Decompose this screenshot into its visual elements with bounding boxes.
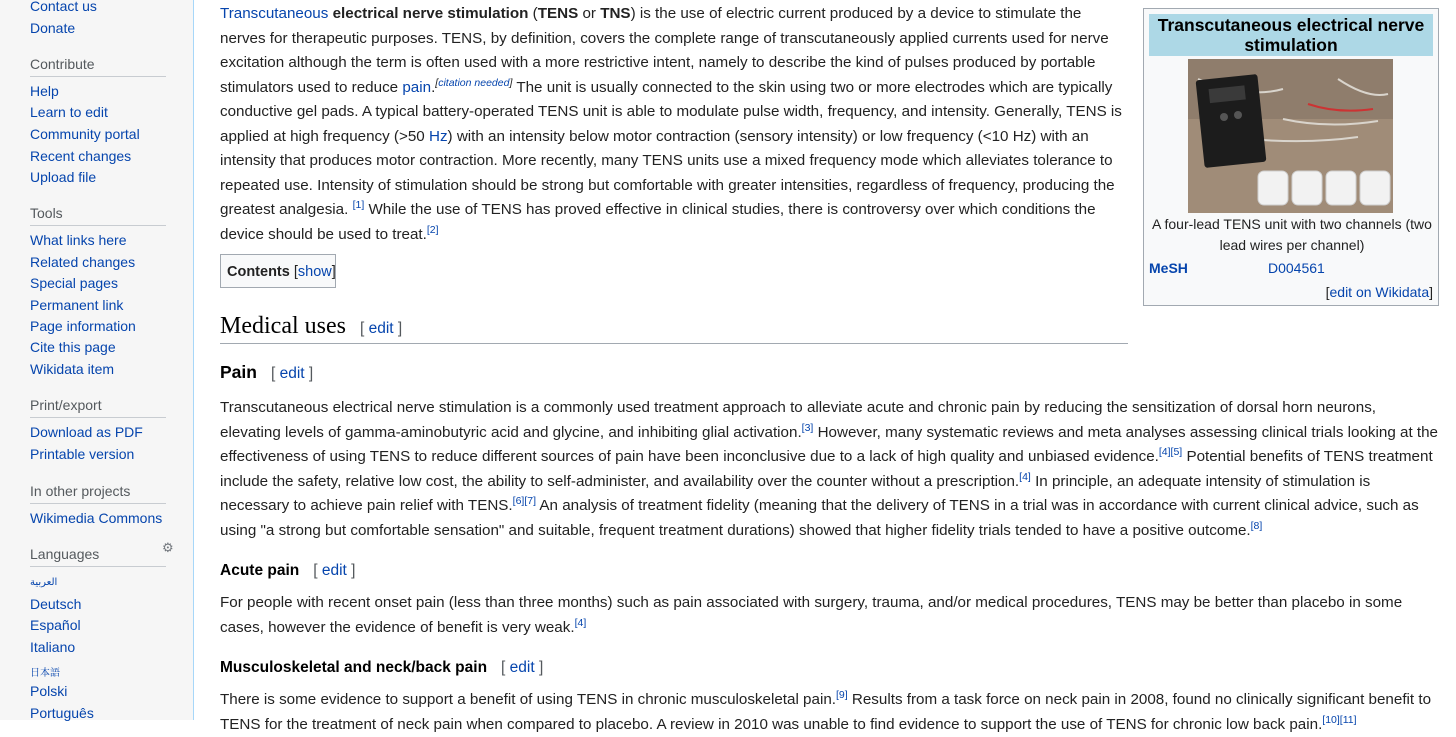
intro-text: or [578, 5, 601, 22]
heading-divider [220, 343, 1128, 344]
sidebar-divider [30, 225, 166, 226]
sidebar-heading-other-projects: In other projects [30, 483, 131, 499]
reference-link[interactable]: [4] [574, 616, 587, 629]
reference-link[interactable]: [6][7] [512, 495, 537, 507]
sidebar-link-help[interactable]: Help [30, 83, 59, 99]
sidebar-link-what-links-here[interactable]: What links here [30, 232, 127, 248]
sidebar-heading-print-export: Print/export [30, 397, 102, 413]
intro-text: ( [528, 5, 538, 22]
intro-text: ) with an intensity below motor contraction (sensory intensity) or low frequency (<10 Hz) with an intensity that produces motor contraction. More recently, many TENS units use a mixed frequency mode which alleviates tolerance to repeated use. Intensity of stimulation should be strong but comfortable with greater intensities, regardless of frequency, producing the greatest analgesia. [220, 127, 1115, 218]
reference-link[interactable]: [3] [801, 421, 814, 434]
language-link-italiano[interactable]: Italiano [30, 639, 76, 655]
reference-link[interactable]: [1] [352, 199, 365, 211]
infobox-mesh-label[interactable]: MeSH [1149, 260, 1188, 276]
sidebar-divider [30, 76, 166, 77]
reference-link[interactable]: [10][11] [1322, 713, 1357, 726]
language-link-polski[interactable]: Polski [30, 683, 68, 699]
language-link-deutsch[interactable]: Deutsch [30, 596, 82, 612]
link-hz[interactable]: Hz [428, 127, 448, 145]
acute-pain-paragraph: For people with recent onset pain (less than three months) such as pain associated with surgery, trauma, and/or medical procedures, TENS may be better than placebo in some cases, however the evidence of benefit is very weak.[4] [220, 594, 1403, 636]
citation-needed-link[interactable]: citation needed [438, 76, 510, 89]
heading-pain: Pain [ edit ] [220, 362, 314, 382]
infobox-title: Transcutaneous electrical nerve stimulation [1149, 14, 1433, 56]
edit-section-link[interactable]: edit [321, 562, 347, 579]
table-of-contents: Contents [show] [220, 254, 336, 288]
heading-musculoskeletal-pain: Musculoskeletal and neck/back pain [ edit ] [220, 659, 544, 676]
language-link-portugues[interactable]: Português [30, 705, 94, 721]
sidebar-link-related-changes[interactable]: Related changes [30, 254, 136, 270]
reference-link[interactable]: [8] [1250, 519, 1263, 532]
infobox-mesh-value[interactable]: D004561 [1268, 260, 1325, 276]
infobox-caption: A four-lead TENS unit with two channels (two lead wires per channel) [1152, 216, 1432, 253]
sidebar-link-wikimedia-commons[interactable]: Wikimedia Commons [30, 510, 163, 526]
intro-text: While the use of TENS has proved effective in clinical studies, there is controversy over which conditions the device should be used to treat. [220, 201, 1096, 243]
edit-section-link[interactable]: edit [368, 320, 394, 337]
sidebar [0, 0, 194, 720]
intro-abbr-tens: TENS [537, 5, 579, 22]
sidebar-divider [30, 417, 166, 418]
sidebar-link-wikidata-item[interactable]: Wikidata item [30, 361, 115, 377]
musculoskeletal-paragraph: There is some evidence to support a benefit of using TENS in chronic musculoskeletal pain.[9] Results from a task force on neck pain in 2008, found no clinically significant benefit to TENS for the treatment of neck pain when compared to placebo. A review in 2010 was unable to find evidence to support the use of TENS for chronic low back pain.[10][11] [220, 689, 1432, 733]
tens-unit-image[interactable] [1188, 59, 1393, 213]
sidebar-link-upload-file[interactable]: Upload file [30, 169, 97, 185]
intro-text: ) is the use of electric current produced by a device to stimulate the nerves for therapeutic purposes. TENS, by definition, covers the complete range of transcutaneously applied currents used for nerve excitation although the term is often used with a more restrictive intent, namely to describe the kind of pulses produced by portable stimulators used to reduce [220, 5, 1109, 96]
edit-section-link[interactable]: edit [509, 659, 535, 676]
sidebar-divider [30, 503, 166, 504]
sidebar-link-page-information[interactable]: Page information [30, 318, 136, 334]
toc-title: Contents [227, 264, 290, 280]
article-content [194, 0, 1456, 733]
sidebar-link-printable-version[interactable]: Printable version [30, 446, 135, 462]
edit-on-wikidata-link[interactable]: edit on Wikidata [1329, 284, 1430, 300]
sidebar-divider [30, 566, 166, 567]
intro-text: The unit is usually connected to the skin using two or more electrodes which are typically conductive gel pads. A typical battery-operated TENS unit is able to modulate pulse width, frequency, and intensity. Generally, TENS is applied at high frequency (>50 [220, 78, 1122, 145]
sidebar-link-permanent-link[interactable]: Permanent link [30, 297, 124, 313]
toc-show-toggle[interactable]: show [297, 264, 332, 280]
sidebar-link-special-pages[interactable]: Special pages [30, 275, 118, 291]
intro-abbr-tns: TNS [600, 5, 631, 22]
heading-acute-pain: Acute pain [ edit ] [220, 562, 356, 579]
sidebar-heading-tools: Tools [30, 205, 63, 221]
reference-link[interactable]: [2] [426, 223, 439, 236]
infobox [1143, 8, 1439, 306]
heading-medical-uses: Medical uses [ edit ] [220, 313, 403, 339]
sidebar-link-download-pdf[interactable]: Download as PDF [30, 424, 143, 440]
sidebar-link-contact-us[interactable]: Contact us [30, 0, 97, 14]
reference-link[interactable]: [4] [1019, 470, 1031, 483]
sidebar-link-cite-this-page[interactable]: Cite this page [30, 339, 116, 355]
sidebar-link-donate[interactable]: Donate [30, 20, 76, 36]
tens-unit-photo [1188, 59, 1393, 213]
reference-link[interactable]: [4][5] [1158, 446, 1183, 458]
reference-link[interactable]: [9] [835, 689, 848, 701]
gear-icon[interactable]: ⚙ [162, 540, 174, 555]
language-link-japanese[interactable]: 日本語 [30, 668, 60, 679]
intro-bold-term: electrical nerve stimulation [332, 5, 529, 22]
sidebar-heading-contribute: Contribute [30, 56, 95, 72]
infobox-wikidata: [edit on Wikidata] [1325, 284, 1433, 300]
language-link-arabic[interactable]: العربية [30, 577, 58, 588]
sidebar-link-learn-to-edit[interactable]: Learn to edit [30, 104, 108, 120]
intro-paragraph: Transcutaneous electrical nerve stimulation (TENS or TNS) is the use of electric current produced by a device to stimulate the nerves for therapeutic purposes. TENS, by definition, covers the complete range of transcutaneously applied currents used for nerve excitation although the term is often used with a more restrictive intent, namely to describe the kind of pulses produced by portable stimulators used to reduce pain.[citation needed] The unit is usually connected to the skin using two or more electrodes which are typically conductive gel pads. A typical battery-operated TENS unit is able to modulate pulse width, frequency, and intensity. Generally, TENS is applied at high frequency (>50 Hz) with an intensity below motor contraction (sensory intensity) or low frequency (<10 Hz) with an intensity that produces motor contraction. More recently, many TENS units use a mixed frequency mode which alleviates tolerance to repeated use. Intensity of stimulation should be strong but comfortable with greater intensities, regardless of frequency, producing the greatest analgesia. [1] While the use of TENS has proved effective in clinical studies, there is controversy over which conditions the device should be used to treat.[2] [220, 5, 1122, 243]
sidebar-heading-languages: Languages [30, 546, 100, 562]
pain-paragraph: Transcutaneous electrical nerve stimulation is a commonly used treatment approach to alleviate acute and chronic pain by reducing the sensitization of dorsal horn neurons, elevating levels of gamma-aminobutyric acid and glycine, and inhibiting glial activation.[3] However, many systematic reviews and meta analyses assessing clinical trials looking at the effectiveness of using TENS to reduce different sources of pain have been inconclusive due to a lack of high quality and unbiased evidence.[4][5] Potential benefits of TENS treatment include the safety, relative low cost, the ability to self-administer, and availability over the counter without a prescription.[4] In principle, an adequate intensity of stimulation is necessary to achieve pain relief with TENS.[6][7] An analysis of treatment fidelity (meaning that the delivery of TENS in a trial was in accordance with current clinical advice, such as using "a strong but comfortable sensation" and suitable, frequent treatment durations) showed that higher fidelity trials tended to have a positive outcome.[8] [220, 399, 1439, 539]
edit-section-link[interactable]: edit [279, 365, 305, 382]
sidebar-link-community-portal[interactable]: Community portal [30, 126, 140, 142]
link-transcutaneous[interactable]: Transcutaneous [220, 5, 329, 22]
link-pain[interactable]: pain [402, 78, 432, 96]
language-link-espanol[interactable]: Español [30, 617, 81, 633]
sidebar-link-recent-changes[interactable]: Recent changes [30, 148, 132, 164]
